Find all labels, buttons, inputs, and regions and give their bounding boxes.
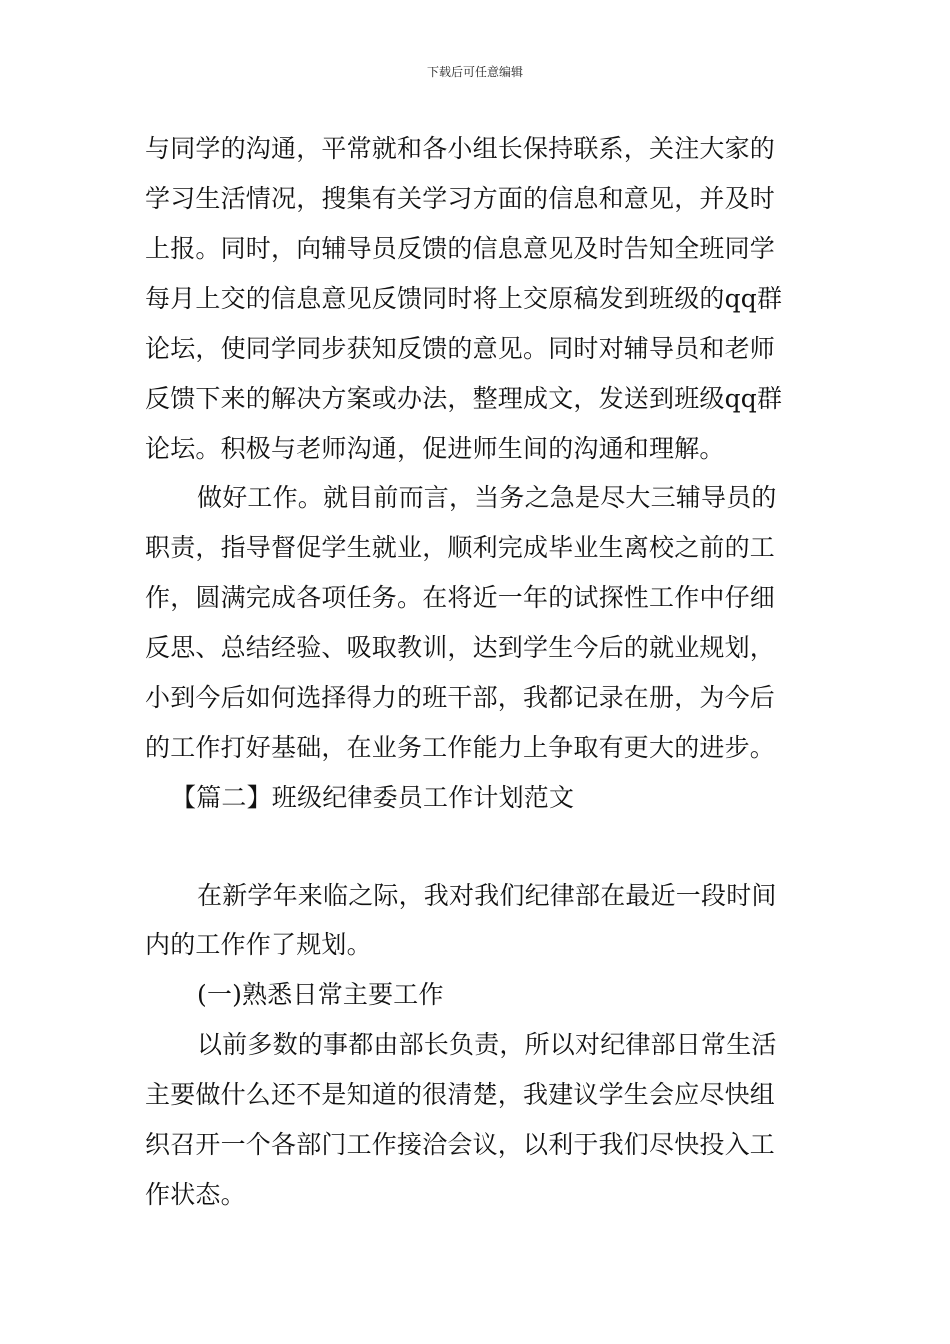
text-line: 学习生活情况，搜集有关学习方面的信息和意见，并及时 [145,184,776,213]
subheading: (一)熟悉日常主要工作 [197,980,444,1009]
section-heading: 【篇二】班级纪律委员工作计划范文 [171,783,575,812]
page-header: 下载后可任意编辑 [426,65,523,79]
paragraph-start: 在新学年来临之际，我对我们纪律部在最近一段时间 [197,881,777,910]
text-line: 每月上交的信息意见反馈同时将上交原稿发到班级的qq群 [145,284,783,313]
text-line: 主要做什么还不是知道的很清楚，我建议学生会应尽快组 [145,1080,776,1109]
paragraph-start: 做好工作。就目前而言，当务之急是尽大三辅导员的 [197,483,777,512]
paragraph-start: 以前多数的事都由部长负责，所以对纪律部日常生活 [197,1030,777,1059]
text-line: 与同学的沟通，平常就和各小组长保持联系，关注大家的 [145,134,776,163]
text-line: 织召开一个各部门工作接洽会议，以利于我们尽快投入工 [145,1130,776,1159]
text-line: 小到今后如何选择得力的班干部，我都记录在册，为今后 [145,683,776,712]
text-line: 论坛。积极与老师沟通，促进师生间的沟通和理解。 [145,434,725,463]
text-line: 反馈下来的解决方案或办法，整理成文，发送到班级qq群 [145,384,783,413]
text-line: 论坛，使同学同步获知反馈的意见。同时对辅导员和老师 [145,334,776,363]
text-line: 作，圆满完成各项任务。在将近一年的试探性工作中仔细 [145,583,776,612]
text-line: 作状态。 [145,1180,246,1209]
text-line: 的工作打好基础，在业务工作能力上争取有更大的进步。 [145,733,776,762]
text-line: 内的工作作了规划。 [145,930,372,959]
text-line: 职责，指导督促学生就业，顺利完成毕业生离校之前的工 [145,533,776,562]
text-line: 反思、总结经验、吸取教训，达到学生今后的就业规划， [145,633,776,662]
text-line: 上报。同时，向辅导员反馈的信息意见及时告知全班同学 [145,234,776,263]
